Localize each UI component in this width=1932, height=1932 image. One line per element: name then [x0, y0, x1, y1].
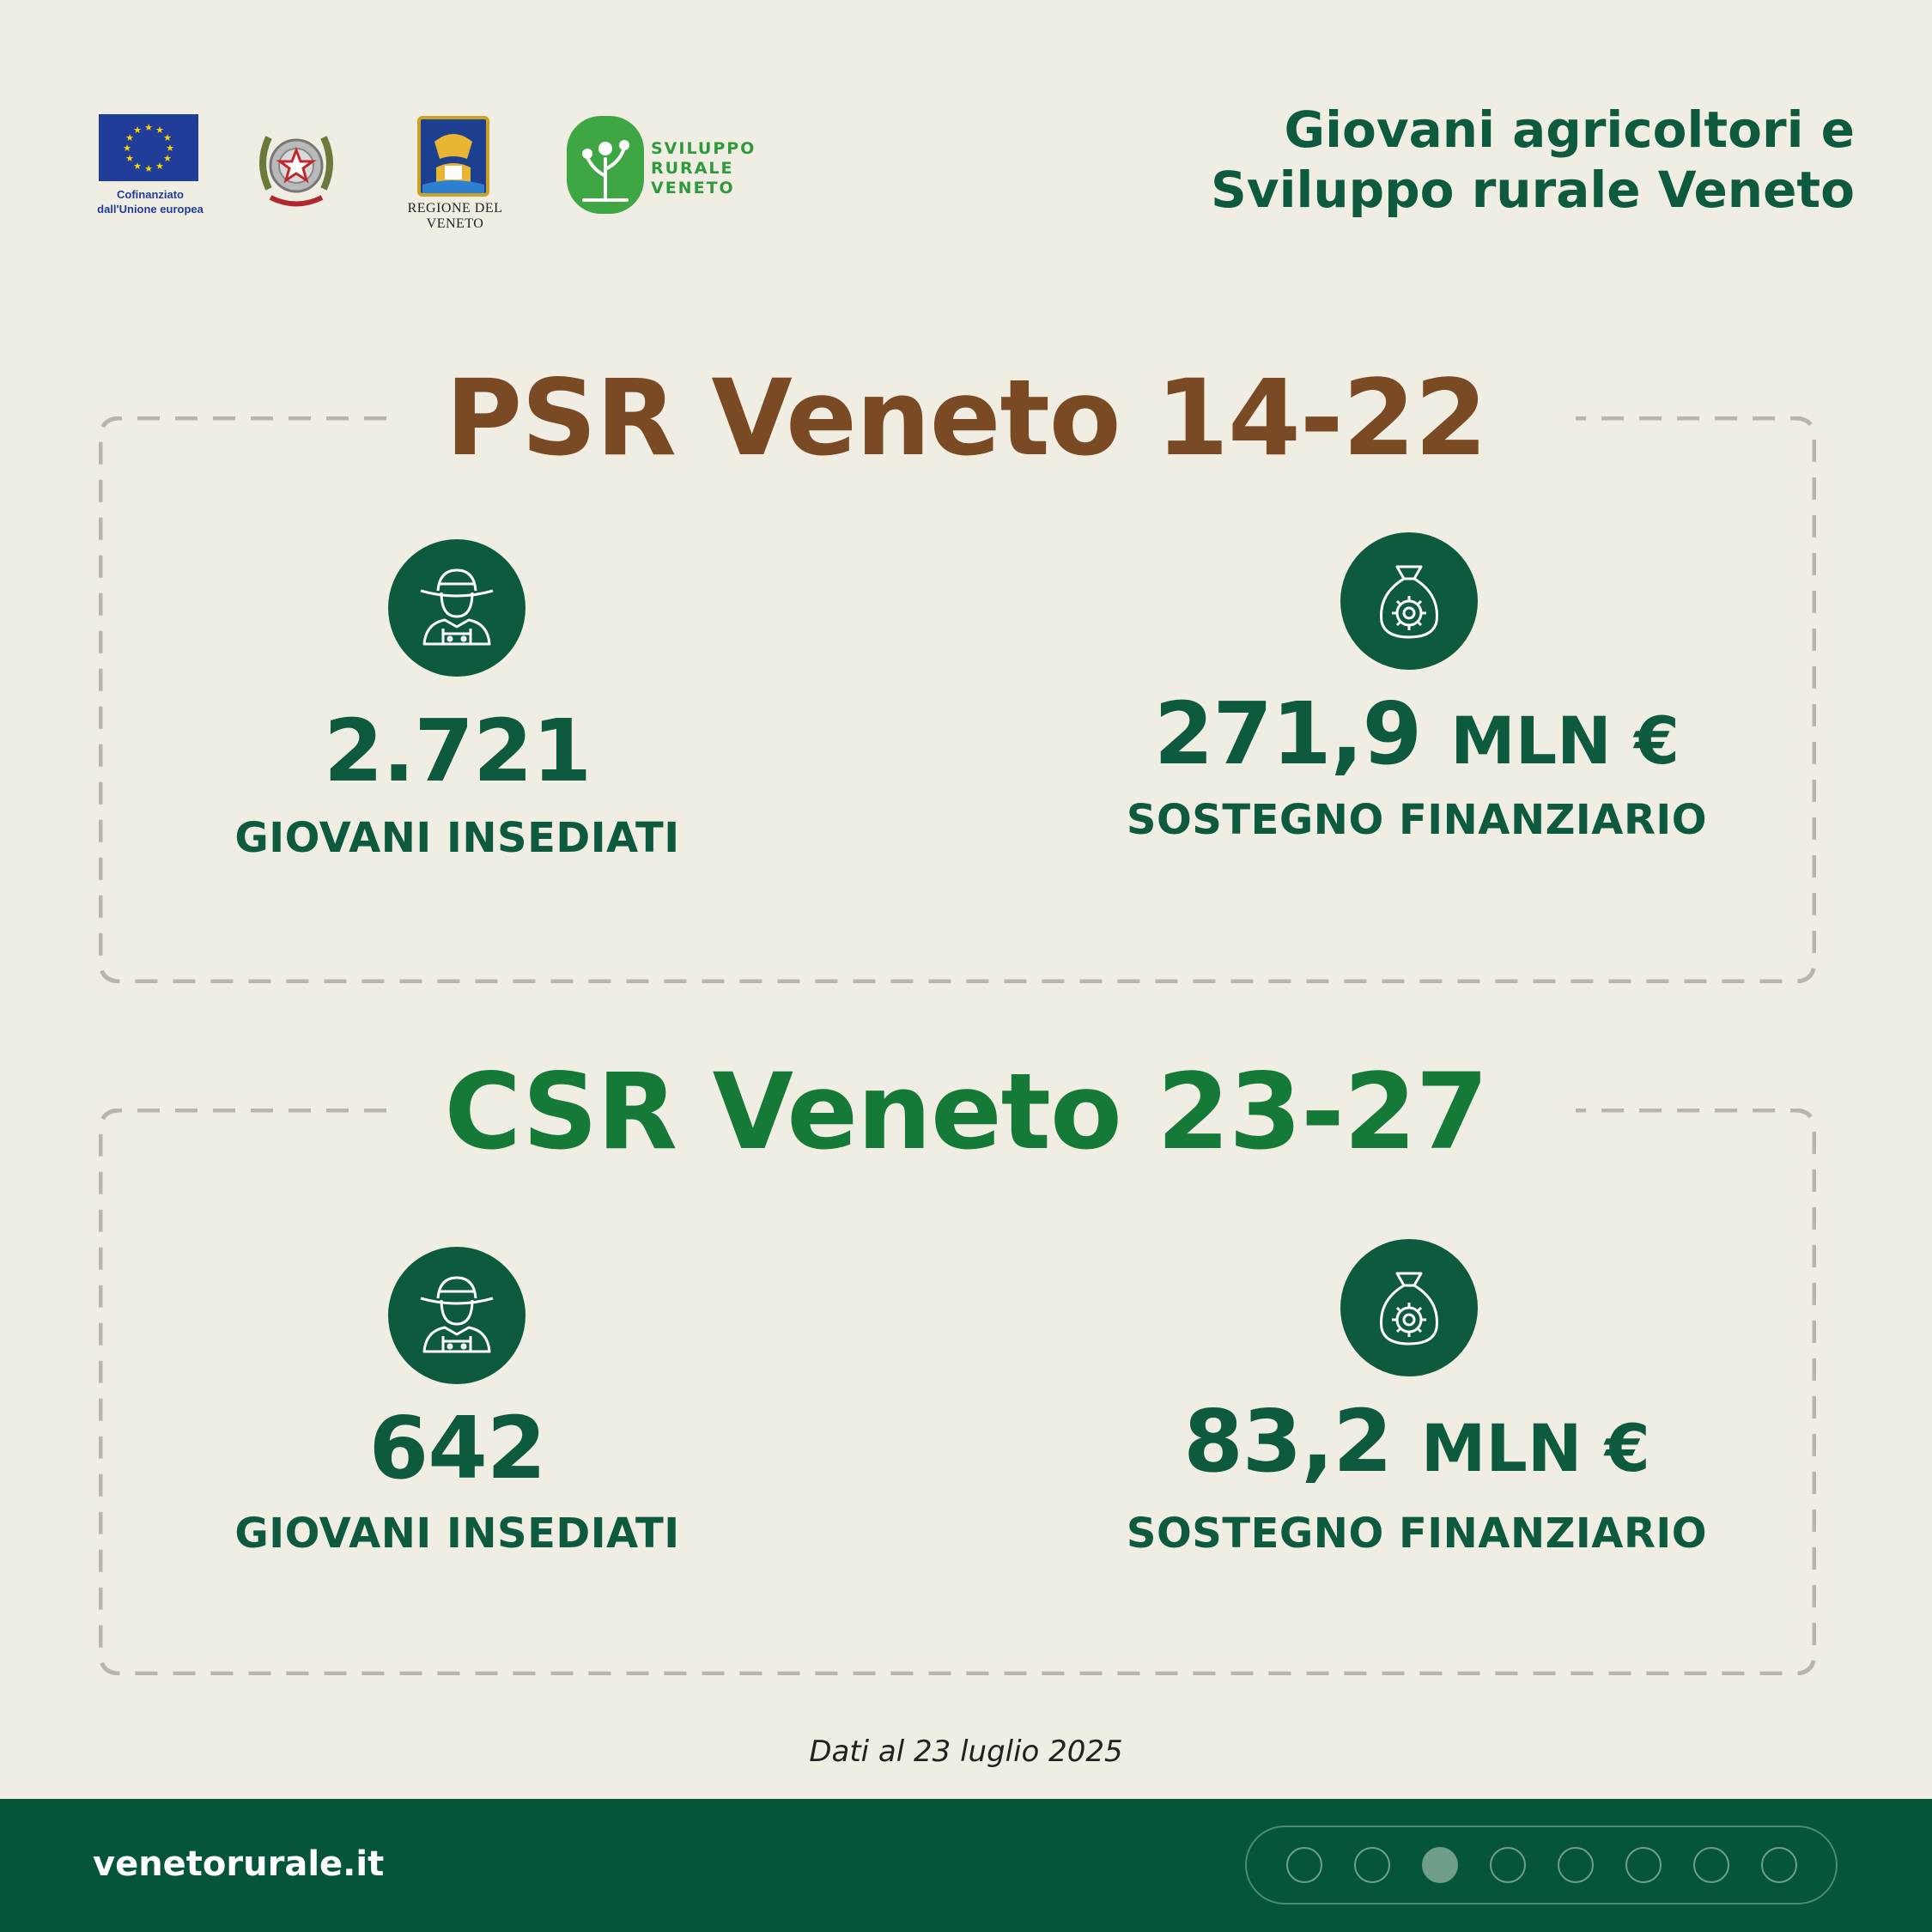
veneto-caption: REGIONE DEL VENETO — [407, 201, 503, 231]
csr-funding-label: SOSTEGNO FINANZIARIO — [1126, 1510, 1708, 1558]
psr-section-title: PSR Veneto 14-22 — [445, 357, 1487, 479]
csr-young-label: GIOVANI INSEDIATI — [234, 1510, 680, 1558]
page-title-line2: Sviluppo rurale Veneto — [1210, 161, 1855, 219]
sviluppo-rurale-veneto-logo — [567, 116, 756, 216]
svg-text:★: ★ — [125, 153, 134, 164]
veneto-lion-crest-icon — [410, 116, 496, 202]
eu-caption-line1: Cofinanziato — [117, 188, 184, 201]
csr-funding-unit: MLN € — [1420, 1410, 1650, 1486]
svr-logo-line1: SVILUPPO — [651, 139, 756, 158]
psr-young-value: 2.721 — [323, 701, 592, 801]
svg-text:★: ★ — [166, 143, 174, 154]
footer-website-link[interactable]: venetorurale.it — [93, 1844, 385, 1884]
svg-text:★: ★ — [144, 122, 153, 133]
farmer-icon — [388, 1247, 526, 1384]
pager-dot-3[interactable] — [1422, 1847, 1458, 1883]
eu-flag-logo — [99, 114, 198, 181]
csr-funding-number: 83,2 — [1183, 1391, 1392, 1492]
svg-text:★: ★ — [155, 125, 164, 136]
money-bag-icon — [1340, 532, 1478, 670]
csr-dashed-frame — [99, 1109, 1816, 1675]
svg-text:★: ★ — [125, 132, 134, 143]
money-bag-icon — [1340, 1239, 1478, 1376]
csr-section-title: CSR Veneto 23-27 — [444, 1051, 1488, 1173]
psr-funding-label: SOSTEGNO FINANZIARIO — [1126, 796, 1708, 844]
eu-caption-line2: dall'Unione europea — [97, 203, 204, 216]
svg-text:★: ★ — [155, 161, 164, 172]
csr-funding-value — [987, 1391, 1846, 1496]
psr-funding-unit: MLN € — [1450, 702, 1680, 779]
svg-text:★: ★ — [163, 132, 172, 143]
italian-republic-emblem-icon — [253, 116, 339, 215]
pager-dot-8[interactable] — [1761, 1847, 1797, 1883]
pager-dot-2[interactable] — [1354, 1847, 1390, 1883]
pager-dot-5[interactable] — [1558, 1847, 1594, 1883]
psr-funding-value — [987, 683, 1846, 788]
svg-text:★: ★ — [133, 161, 142, 172]
eu-caption — [77, 187, 223, 216]
pager-dot-6[interactable] — [1625, 1847, 1662, 1883]
csr-young-value: 642 — [368, 1398, 546, 1498]
svr-logo-line2: RURALE — [651, 159, 734, 178]
svg-text:★: ★ — [133, 125, 142, 136]
pager-dot-7[interactable] — [1693, 1847, 1729, 1883]
carousel-pager — [1245, 1826, 1838, 1905]
psr-funding-number: 271,9 — [1153, 683, 1422, 784]
psr-young-label: GIOVANI INSEDIATI — [234, 814, 680, 862]
page-title — [1116, 100, 1855, 220]
data-date-note: Dati al 23 luglio 2025 — [809, 1735, 1123, 1769]
page-title-line1: Giovani agricoltori e — [1284, 100, 1855, 159]
farmer-icon — [388, 539, 526, 677]
svr-logo-line3: VENETO — [651, 179, 735, 197]
svg-text:★: ★ — [163, 153, 172, 164]
svg-text:★: ★ — [144, 163, 153, 174]
pager-dot-1[interactable] — [1286, 1847, 1322, 1883]
pager-dot-4[interactable] — [1490, 1847, 1526, 1883]
svg-text:★: ★ — [123, 143, 131, 154]
